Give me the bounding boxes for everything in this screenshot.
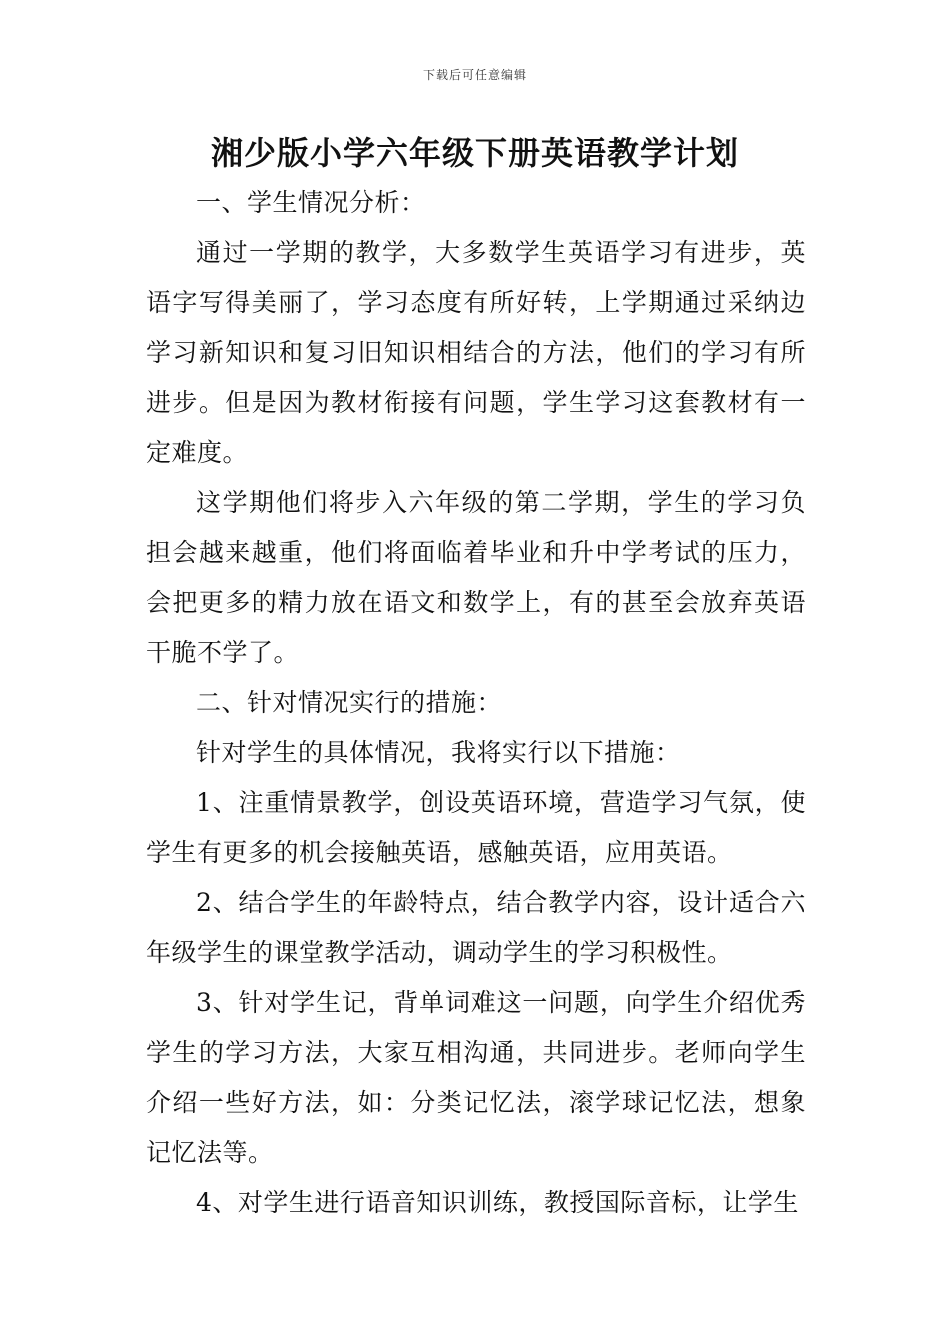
list-item: 2、结合学生的年龄特点，结合教学内容，设计适合六年级学生的课堂教学活动，调动学生的学习积极性。 [146,888,806,967]
section-heading-measures: 二、针对情况实行的措施： [196,688,503,717]
document-body [146,178,806,1228]
document-title: 湘少版小学六年级下册英语教学计划 [210,134,739,172]
header-note: 下载后可任意编辑 [422,68,527,82]
list-item: 4、对学生进行语音知识训练，教授国际音标，让学生 [196,1188,799,1217]
paragraph: 通过一学期的教学，大多数学生英语学习有进步，英语字写得美丽了，学习态度有所好转，上学期通过采纳边学习新知识和复习旧知识相结合的方法，他们的学习有所进步。但是因为教材衔接有问题，学生学习这套教材有一定难度。 [146,238,806,467]
paragraph: 针对学生的具体情况，我将实行以下措施： [196,738,681,767]
paragraph: 这学期他们将步入六年级的第二学期，学生的学习负担会越来越重，他们将面临着毕业和升中学考试的压力，会把更多的精力放在语文和数学上，有的甚至会放弃英语干脆不学了。 [146,488,806,667]
list-item: 1、注重情景教学，创设英语环境，营造学习气氛，使学生有更多的机会接触英语，感触英语，应用英语。 [146,788,806,867]
section-heading-student-analysis: 一、学生情况分析： [196,188,426,217]
list-item: 3、针对学生记，背单词难这一问题，向学生介绍优秀学生的学习方法，大家互相沟通，共同进步。老师向学生介绍一些好方法，如：分类记忆法，滚学球记忆法，想象记忆法等。 [146,988,806,1167]
